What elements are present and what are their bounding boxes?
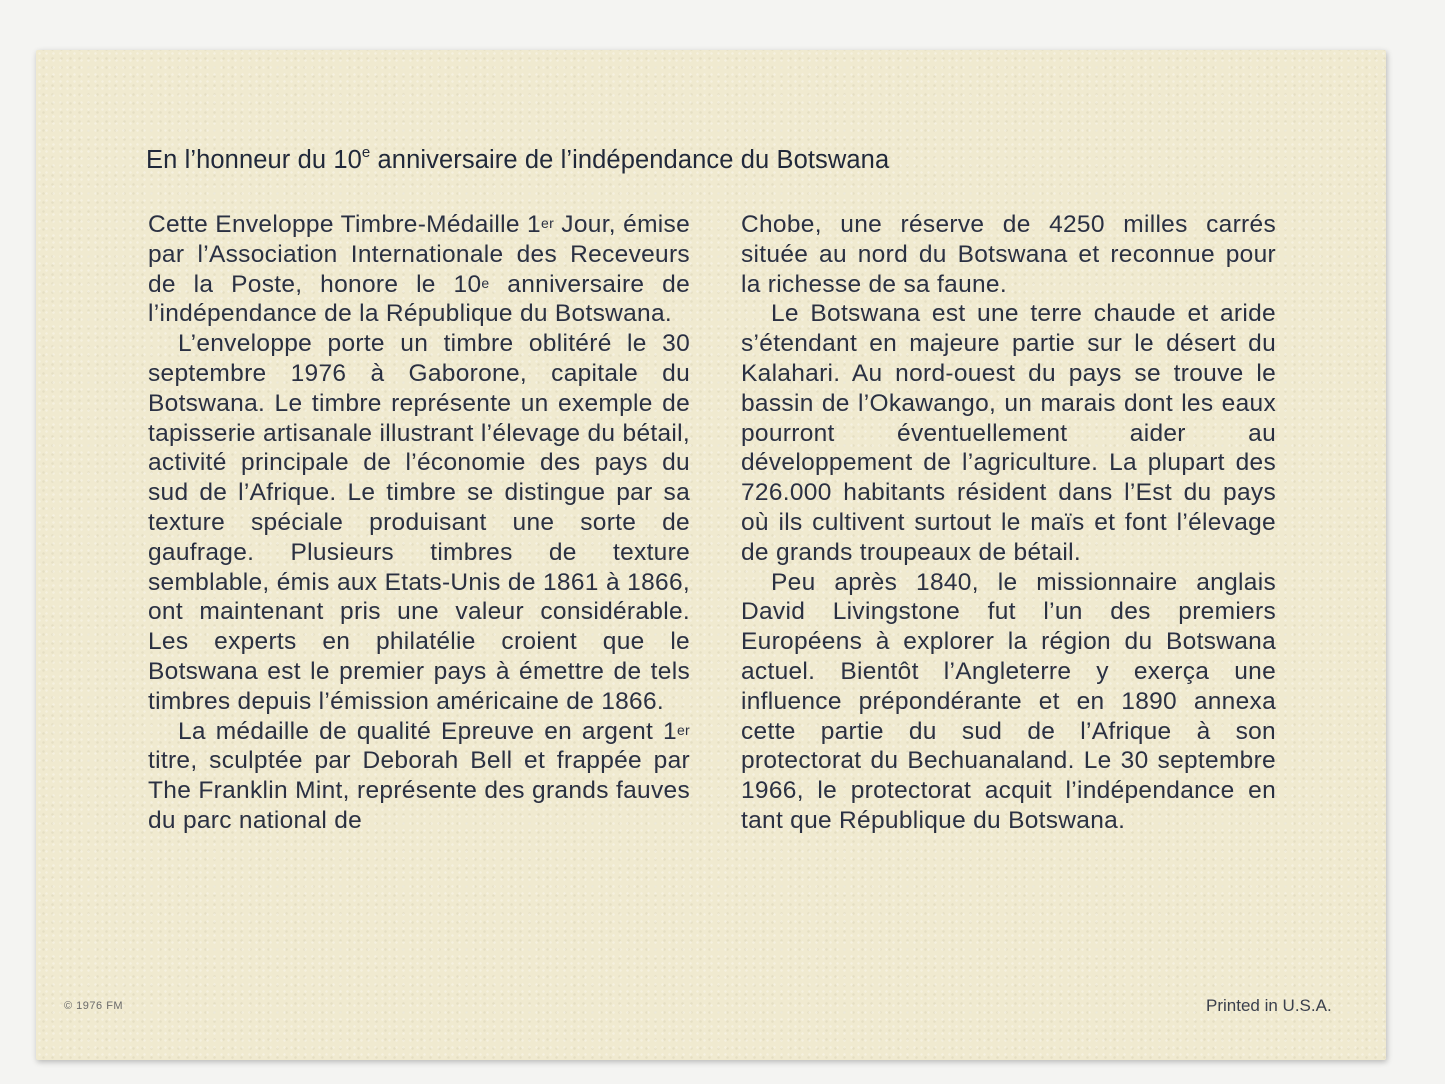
left-paragraph-3 — [148, 717, 690, 836]
left-p3-text-a: La médaille de qualité Epreuve en argent 1 — [178, 717, 677, 745]
right-paragraph-3: Peu après 1840, le missionnaire anglais David Livingstone fut l’un des premiers Européens à explorer la région du Botswana actuel. Bientôt l’Angleterre y exerça une influence prépondérante et en 1890 annexa cette partie du sud de l’Afrique à son protectorat du Bechuanaland. Le 30 septembre 1966, le protectorat acquit l’indépendance en tant que République du Botswana. — [741, 568, 1276, 834]
left-p1-sup: er — [540, 215, 555, 231]
right-paragraph-2: Le Botswana est une terre chaude et aride s’étendant en majeure partie sur le désert du Kalahari. Au nord-ouest du pays se trouve le bassin de l’Okawango, un marais dont les eaux pourront éventuellement aider au développement de l’agriculture. La plupart des 726.000 habitants résident dans l’Est du pays où ils cultivent surtout le maïs et font l’élevage de grands troupeaux de bétail. — [741, 300, 1276, 566]
left-p1-text-b: Jour, émise par l’Association Internationale des Receveurs de la Poste, honore le 10 — [148, 211, 690, 298]
title-text-end: anniversaire de l’indépendance du Botswana — [370, 146, 890, 174]
printed-notice: Printed in U.S.A. — [1206, 996, 1332, 1015]
right-paragraph-1: Chobe, une réserve de 4250 milles carrés située au nord du Botswana et reconnue pour la richesse de sa faune. — [741, 211, 1276, 298]
left-p1-sup2: e — [481, 274, 490, 291]
left-paragraph-2: L’enveloppe porte un timbre oblitéré le 30 septembre 1976 à Gaborone, capitale du Botswana. Le timbre représente un exemple de tapisserie artisanale illustrant l’élevage du bétail, activité principale de l’économie des pays du sud de l’Afrique. Le timbre se distingue par sa texture spéciale produisant une sorte de gaufrage. Plusieurs timbres de texture semblable, émis aux Etats-Unis de 1861 à 1866, ont maintenant pris une valeur considérable. Les experts en philatélie croient que le Botswana est le premier pays à émettre de tels timbres depuis l’émission américaine de 1866. — [148, 330, 690, 715]
copyright-notice: © 1976 FM — [64, 1000, 124, 1012]
left-p3-text-b: titre, sculptée par Deborah Bell et frappée par The Franklin Mint, représente des grands fauves du parc national de — [148, 747, 690, 834]
right-column — [741, 210, 1276, 836]
left-column — [148, 210, 690, 836]
left-p1-text-a: Cette Enveloppe Timbre-Médaille 1 — [148, 211, 541, 238]
title-text-start: En l’honneur du 10 — [146, 146, 362, 174]
page-title — [146, 146, 1146, 175]
left-paragraph-1 — [148, 210, 690, 329]
left-p1-text-c: anniversaire de l’indépendance de la République du Botswana. — [148, 270, 690, 328]
title-superscript: e — [361, 144, 371, 161]
left-p3-sup: er — [676, 721, 690, 738]
